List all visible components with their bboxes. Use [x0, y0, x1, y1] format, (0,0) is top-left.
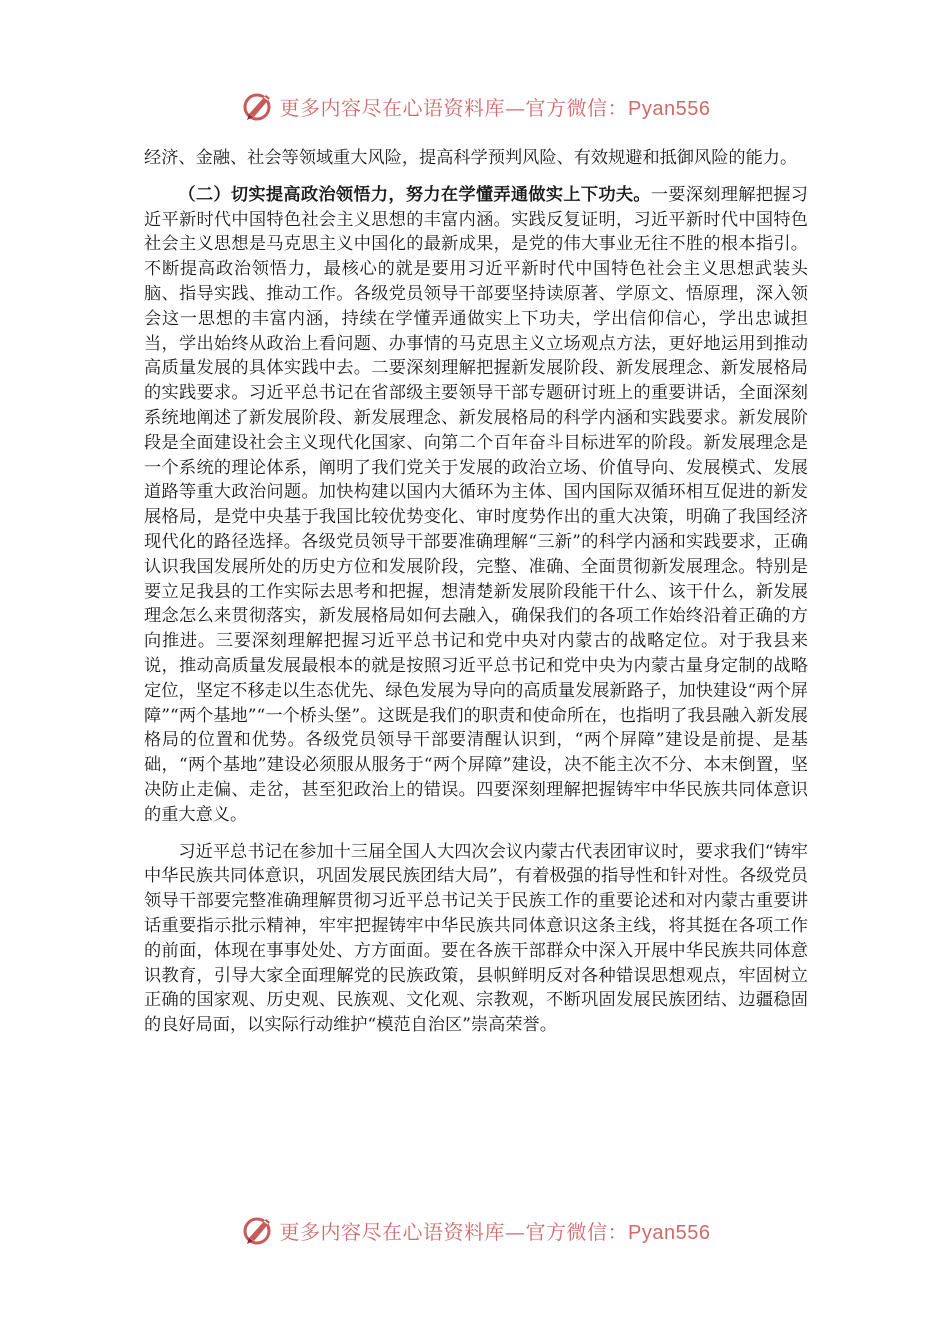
section-heading: （二）切实提高政治领悟力，努力在学懂弄通做实上下功夫。: [178, 184, 651, 205]
paragraph-3: 习近平总书记在参加十三届全国人大四次会议内蒙古代表团审议时，要求我们“铸牢中华民族共同体意识，巩固发展民族团结大局”，有着极强的指导性和针对性。各级党员领导干部要完整准确理解贯彻习近平总书记关于民族工作的重要论述和对内蒙古重要讲话重要指示批示精神，牢牢把握铸牢中华民族共同体意识这条主线，将其挺在各项工作的前面，体现在事事处处、方方面面。要在各族干部群众中深入开展中华民族共同体意识教育，引导大家全面理解党的民族政策，县帜鲜明反对各种错误思想观点，牢固树立正确的国家观、历史观、民族观、文化观、宗教观，不断巩固发展民族团结、边疆稳固的良好局面，以实际行动维护“模范自治区”崇高荣誉。: [144, 841, 808, 1036]
pen-circle-logo-icon: [240, 1212, 276, 1248]
footer-banner-text: 更多内容尽在心语资料库—官方微信：Pyan556: [279, 1219, 711, 1244]
header-banner-text: 更多内容尽在心语资料库—官方微信：Pyan556: [279, 95, 711, 120]
pen-circle-logo-icon: [240, 88, 276, 124]
paragraph-2: [144, 183, 808, 828]
footer-wechat-id: Pyan556: [628, 1221, 711, 1244]
paragraph-2-text: 一要深刻理解把握习近平新时代中国特色社会主义思想的丰富内涵。实践反复证明，习近平新时代中国特色社会主义思想是马克思主义中国化的最新成果，是党的伟大事业无往不胜的根本指引。不断提高政治领悟力，最核心的就是要用习近平新时代中国特色社会主义思想武装头脑、指导实践、推动工作。各级党员领导干部要坚持读原著、学原文、悟原理，深入领会这一思想的丰富内涵，持续在学懂弄通做实上下功夫，学出信仰信心，学出忠诚担当，学出始终从政治上看问题、办事情的马克思主义立场观点方法，更好地运用到推动高质量发展的具体实践中去。二要深刻理解把握新发展阶段、新发展理念、新发展格局的实践要求。习近平总书记在省部级主要领导干部专题研讨班上的重要讲话，全面深刻系统地阐述了新发展阶段、新发展理念、新发展格局的科学内涵和实践要求。新发展阶段是全面建设社会主义现代化国家、向第二个百年奋斗目标进军的阶段。新发展理念是一个系统的理论体系，阐明了我们党关于发展的政治立场、价值导向、发展模式、发展道路等重大政治问题。加快构建以国内大循环为主体、国内国际双循环相互促进的新发展格局，是党中央基于我国比较优势变化、审时度势作出的重大决策，明确了我国经济现代化的路径选择。各级党员领导干部要准确理解“三新”的科学内涵和实践要求，正确认识我国发展所处的历史方位和发展阶段，完整、准确、全面贯彻新发展理念。特别是要立足我县的工作实际去思考和把握，想清楚新发展阶段能干什么、该干什么，新发展理念怎么来贯彻落实，新发展格局如何去融入，确保我们的各项工作始终沿着正确的方向推进。三要深刻理解把握习近平总书记和党中央对内蒙古的战略定位。对于我县来说，推动高质量发展最根本的就是按照习近平总书记和党中央为内蒙古量身定制的战略定位，坚定不移走以生态优先、绿色发展为导向的高质量发展新路子，加快建设“两个屏障”“两个基地”“一个桥头堡”。这既是我们的职责和使命所在，也指明了我县融入新发展格局的位置和优势。各级党员领导干部要清醒认识到，“两个屏障”建设是前提、是基础，“两个基地”建设必须服从服务于“两个屏障”建设，决不能主次不分、本末倒置，坚决防止走偏、走岔，甚至犯政治上的错误。四要深刻理解把握铸牢中华民族共同体意识的重大意义。: [144, 184, 808, 825]
document-body: [144, 146, 808, 1038]
header-wechat-id: Pyan556: [628, 97, 711, 120]
header-banner: [0, 86, 950, 126]
paragraph-1: 经济、金融、社会等领域重大风险，提高科学预判风险、有效规避和抵御风险的能力。: [144, 148, 798, 168]
footer-banner: [0, 1210, 950, 1250]
